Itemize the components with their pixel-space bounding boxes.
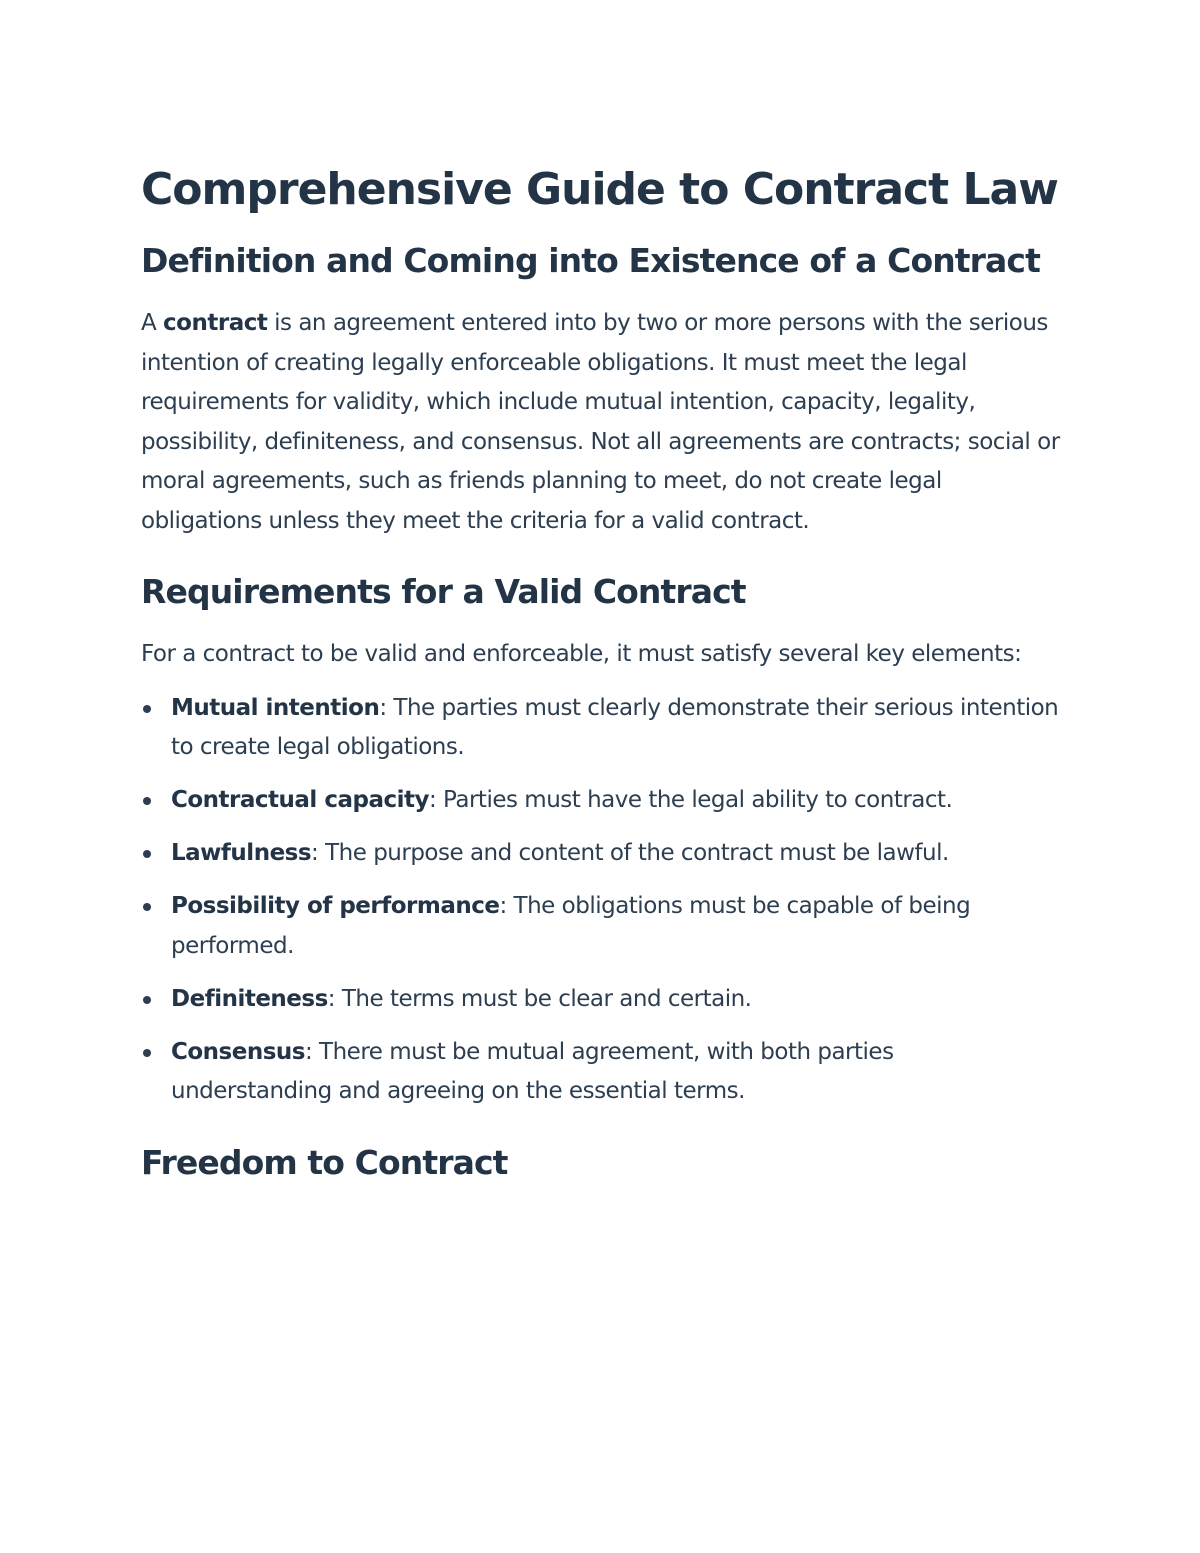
bullet-icon xyxy=(143,903,151,911)
list-item-text: : The purpose and content of the contract must be lawful. xyxy=(311,840,949,866)
list-item-term: Lawfulness xyxy=(171,840,312,866)
requirements-intro: For a contract to be valid and enforceable, it must satisfy several key elements: xyxy=(141,641,1022,667)
definition-paragraph xyxy=(141,304,1061,541)
document-title: Comprehensive Guide to Contract Law xyxy=(141,164,1058,215)
section-heading-definition: Definition and Coming into Existence of a Contract xyxy=(141,241,1040,280)
bullet-icon xyxy=(143,797,151,805)
bullet-icon xyxy=(143,705,151,713)
list-item-term: Possibility of performance xyxy=(171,893,500,919)
section-heading-freedom: Freedom to Contract xyxy=(141,1142,508,1182)
list-item-term: Consensus xyxy=(171,1038,305,1065)
list-item-text: : There must be mutual agreement, with both parties understanding and agreeing on the essential terms. xyxy=(171,1038,894,1104)
list-item-term: Mutual intention xyxy=(171,694,380,721)
list-item-text: : The terms must be clear and certain. xyxy=(327,985,752,1012)
list-item xyxy=(141,689,1061,768)
definition-body-text: is an agreement entered into by two or more persons with the serious intention of creating legally enforceable obligations. It must meet the legal requirements for validity, which include mutual intention, capacity, legality, possibility, definiteness, and consensus. Not all agreements are contracts; social or moral agreements, such as friends planning to meet, do not create legal obligations unless they meet the criteria for a valid contract. xyxy=(141,310,1060,534)
section-heading-requirements: Requirements for a Valid Contract xyxy=(141,572,746,611)
list-item xyxy=(141,1033,1061,1112)
bullet-icon xyxy=(143,996,151,1004)
definition-term: contract xyxy=(163,310,268,336)
list-item-text: : The parties must clearly demonstrate their serious intention to create legal obligations. xyxy=(171,694,1059,760)
list-item xyxy=(141,834,1061,874)
bullet-icon xyxy=(143,1049,151,1057)
bullet-icon xyxy=(143,850,151,858)
list-item-term: Definiteness xyxy=(171,985,328,1012)
list-item-text: : Parties must have the legal ability to contract. xyxy=(428,787,953,813)
list-item xyxy=(141,887,1061,966)
requirements-list xyxy=(141,689,1061,1112)
list-item-text: : The obligations must be capable of being performed. xyxy=(171,893,971,959)
list-item xyxy=(141,781,1061,821)
definition-intro-text: A xyxy=(141,310,164,336)
list-item-term: Contractual capacity xyxy=(171,787,429,813)
list-item xyxy=(141,980,1061,1020)
document-page xyxy=(141,160,1061,1192)
